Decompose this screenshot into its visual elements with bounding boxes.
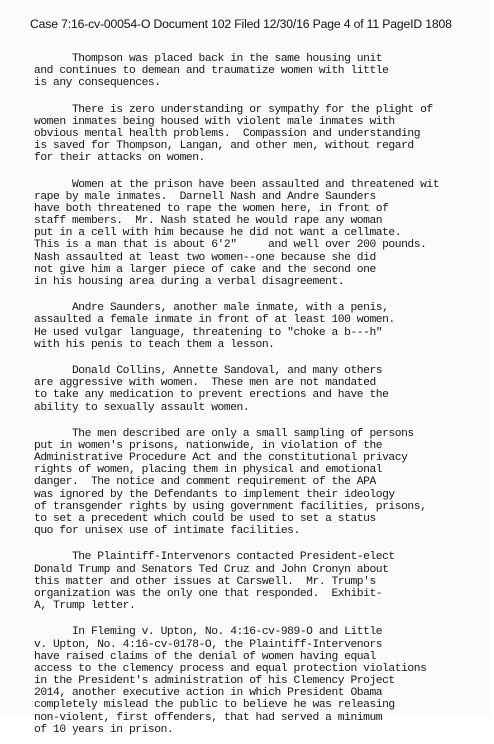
text-line: assaulted a female inmate in front of at least 100 women. [34,314,395,327]
paragraph [34,551,494,612]
text-line: Administrative Procedure Act and the constitutional privacy [34,452,408,465]
text-line: There is zero understanding or sympathy for the plight of [34,103,433,116]
text-line: Andre Saunders, another male inmate, with a penis, [34,302,389,315]
text-line: women inmates being housed with violent male inmates with [34,115,395,128]
text-line: to take any medication to prevent erections and have the [34,389,389,402]
text-line: The men described are only a small sampling of persons [34,427,414,440]
text-line: non-violent, first offenders, that had served a minimum [34,711,383,724]
text-line: organization was the only one that responded. Exhibit- [34,587,383,600]
text-line: Donald Collins, Annette Sandoval, and many others [34,364,383,377]
text-line: access to the clemency process and equal protection violations [34,662,427,675]
text-line: This is a man that is about 6'2" and well over 200 pounds. [34,239,427,252]
text-line: for their attacks on women. [34,152,205,165]
text-line: not give him a larger piece of cake and the second one [34,263,376,276]
text-line: is any consequences. [34,77,161,90]
text-line: The Plaintiff-Intervenors contacted President-elect [34,551,395,564]
text-line: in the President's administration of his Clemency Project [34,675,395,688]
text-line: ability to sexually assault women. [34,401,250,414]
text-line: Nash assaulted at least two women--one because she did [34,251,376,264]
text-line: v. Upton, No. 4:16-cv-0178-O, the Plaintiff-Intervenors [34,638,383,651]
text-line: to set a precedent which could be used to set a status [34,513,376,525]
text-line: this matter and other issues at Carswell. Mr. Trump's [34,575,376,588]
text-line: rights of women, placing them in physical and emotional [34,464,383,477]
paragraph [34,365,494,414]
text-line: Donald Trump and Senators Ted Cruz and John Cronyn about [34,563,389,576]
text-line: and continues to demean and traumatize women with little [34,65,389,78]
paragraph [34,104,494,165]
paragraph [34,428,494,538]
text-line: is saved for Thompson, Langan, and other men, without regard [34,140,414,153]
text-line: In Fleming v. Upton, No. 4:16-cv-989-O and Little [34,626,383,639]
text-line: Thompson was placed back in the same housing unit [34,53,383,65]
paragraph [34,302,494,351]
text-line: rape by male inmates. Darnell Nash and Andre Saunders [34,190,376,203]
text-line: was ignored by the Defendants to implement their ideology [34,488,395,501]
text-line: of 10 years in prison. [34,723,174,736]
text-line: 2014, another executive action in which President Obama [34,687,383,700]
text-line: have both threatened to rape the women here, in front of [34,202,389,215]
text-line: put in women's prisons, nationwide, in violation of the [34,439,383,452]
text-line: danger. The notice and comment requirement of the APA [34,476,376,489]
text-line: put in a cell with him because he did not want a cellmate. [34,227,402,240]
paragraph [34,179,494,289]
text-line: of transgender rights by using government facilities, prisons, [34,500,427,513]
text-line: staff members. Mr. Nash stated he would rape any woman [34,215,383,228]
text-line: Women at the prison have been assaulted and threatened wit [34,178,440,191]
paragraph [34,626,494,736]
text-line: completely mislead the public to believe he was releasing [34,699,395,712]
text-line: He used vulgar language, threatening to "choke a b---h" [34,326,383,339]
case-header: Case 7:16-cv-00054-O Document 102 Filed 12/30/16 Page 4 of 11 PageID 1808 [30,17,452,31]
text-line: in his housing area during a verbal disagreement. [34,276,345,288]
text-line: with his penis to teach them a lesson. [34,338,275,351]
document-body [34,53,494,744]
text-line: obvious mental health problems. Compassion and understanding [34,127,421,140]
text-line: quo for unisex use of intimate facilities. [34,525,300,538]
text-line: have raised claims of the denial of women having equal [34,650,376,663]
text-line: A, Trump letter. [34,600,136,613]
paragraph [34,53,494,90]
text-line: are aggressive with women. These men are not mandated [34,377,376,390]
